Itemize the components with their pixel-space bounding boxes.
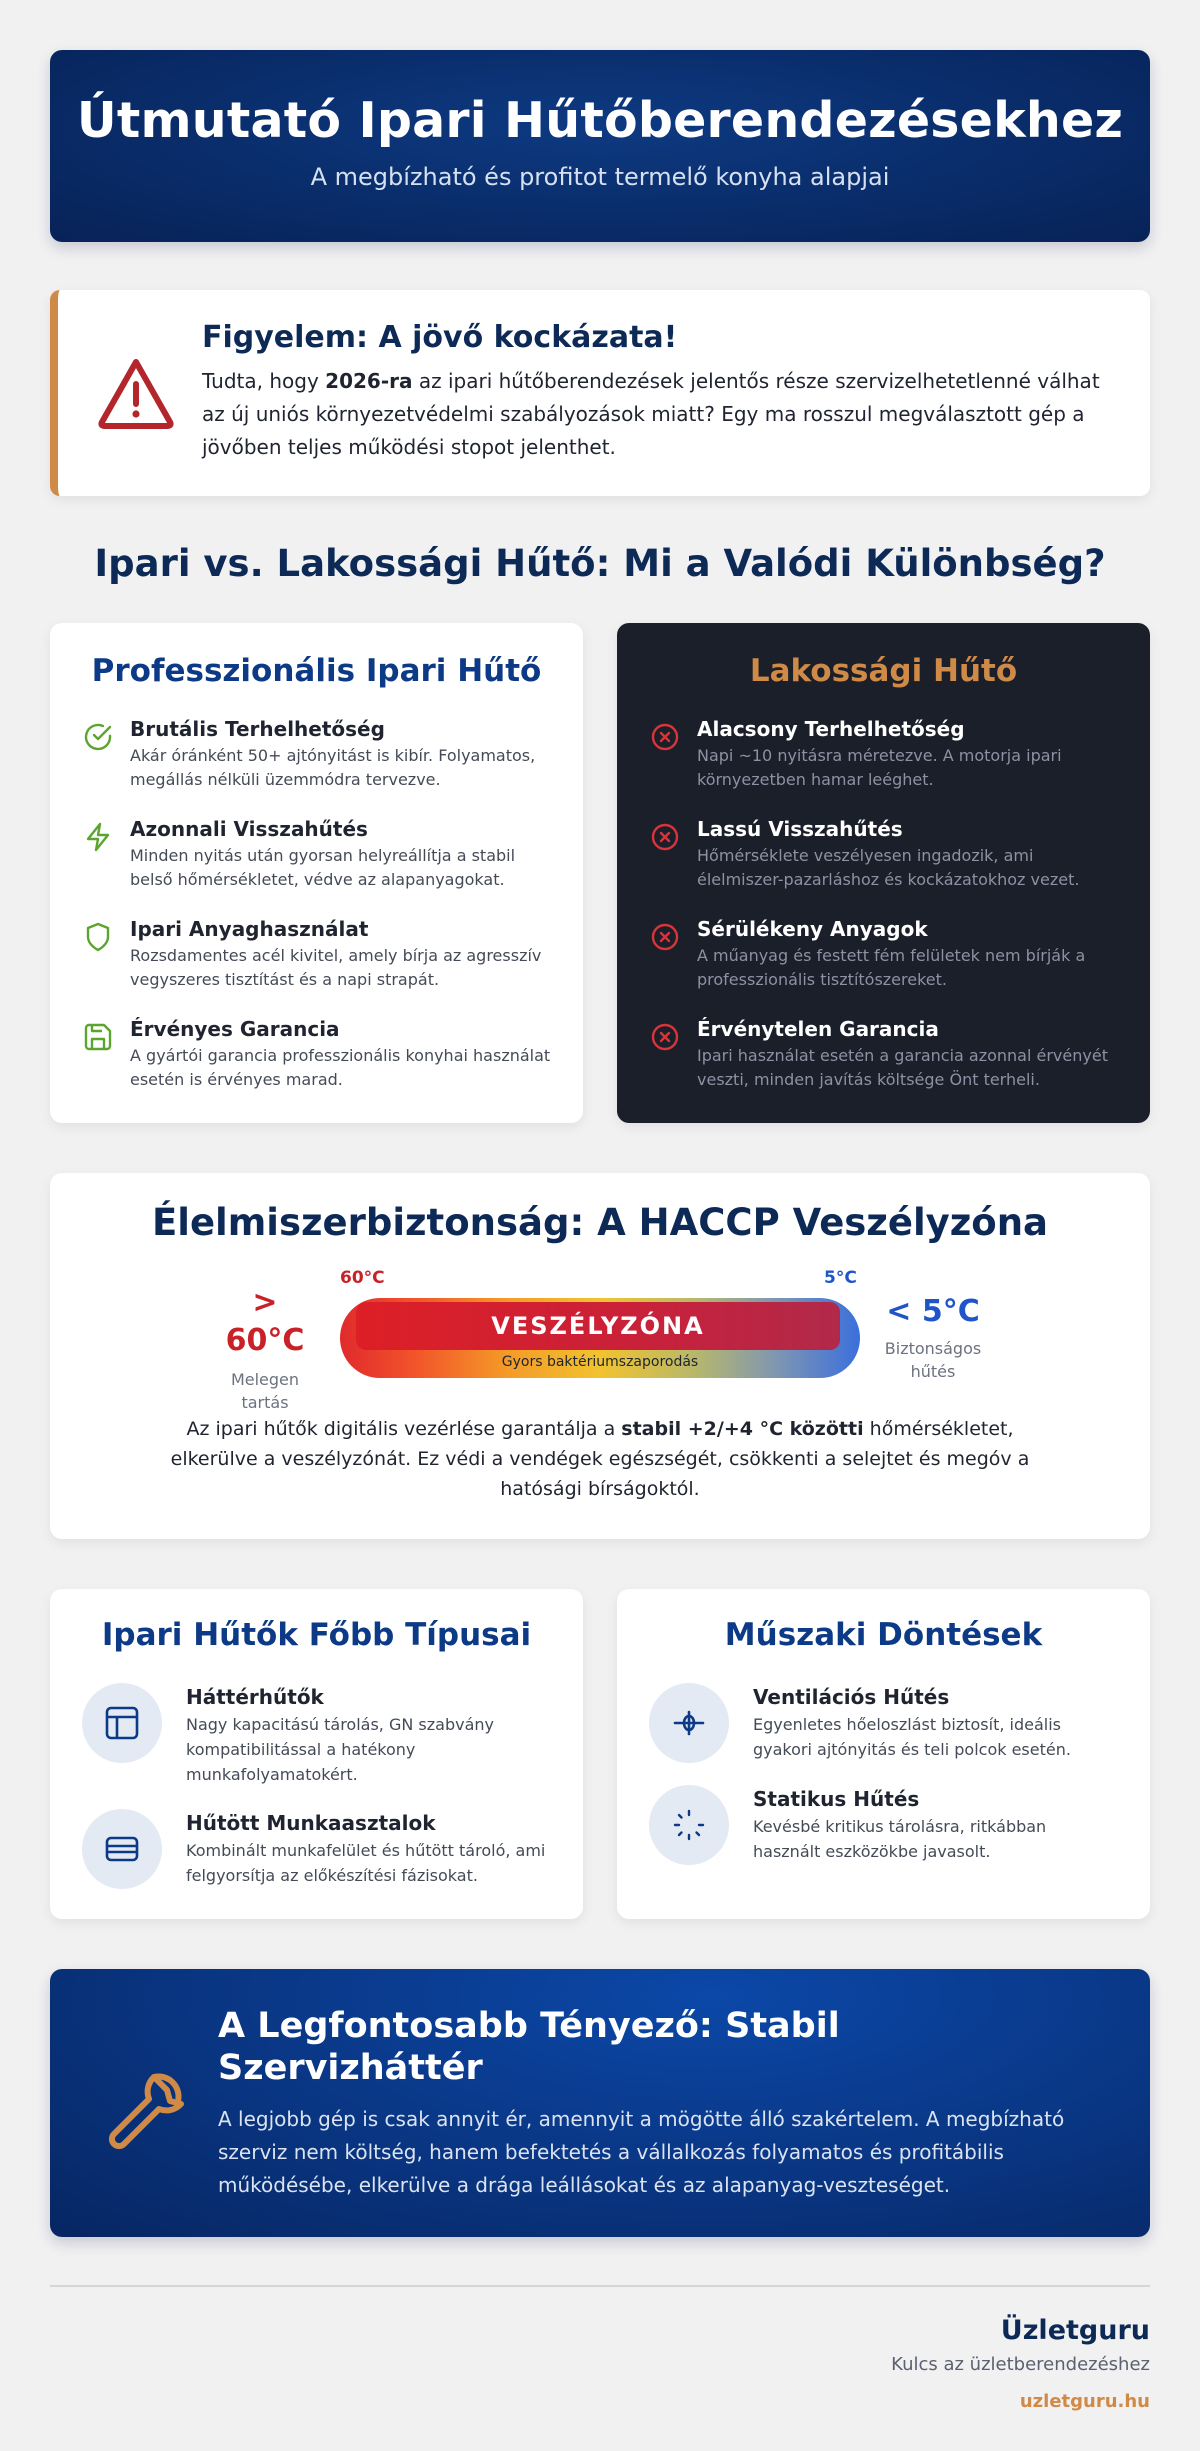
website-link[interactable]: uzletguru.hu [1019, 2391, 1150, 2412]
support-text: A legjobb gép is csak annyit ér, amennyit a mögötte álló szakértelem. A megbízható szerviz nem költség, hanem befektetés a vállalkozás folyamatos és profitábilis működésébe, elkerülve a drága leállásokat és az alapanyag-veszteséget. [218, 2107, 1065, 2197]
page-subtitle: A megbízható és profitot termelő konyha alapjai [310, 163, 890, 191]
warning-triangle-icon [96, 356, 176, 430]
home-card-title: Lakossági Hűtő [749, 653, 1018, 689]
type-item: Háttérhűtők Nagy kapacitású tárolás, GN szabvány kompatibilitással a hatékony munkafolyamatokért. [82, 1683, 551, 1787]
brand-name: Üzletguru [1000, 2315, 1150, 2346]
shield-icon [82, 921, 114, 953]
support-title: A Legfontosabb Tényező: Stabil Szervizháttér [218, 2006, 840, 2088]
loader-icon [669, 1805, 709, 1845]
fan-icon [669, 1703, 709, 1743]
decision-item: Statikus Hűtés Kevésbé kritikus tárolásra, ritkábban használt eszközökbe javasolt. [649, 1785, 1118, 1865]
pro-fridge-card [50, 623, 583, 1123]
pro-card-title: Professzionális Ipari Hűtő [91, 653, 542, 689]
danger-zone-label: VESZÉLYZÓNA [356, 1302, 840, 1350]
comparison-title: Ipari vs. Lakossági Hűtő: Mi a Valódi Különbség? [94, 542, 1106, 585]
decisions-title: Műszaki Döntések [724, 1617, 1043, 1653]
x-circle-icon [649, 821, 681, 853]
service-support-banner [50, 1969, 1150, 2237]
danger-zone-gauge [50, 1260, 1150, 1410]
comparison-cards [50, 623, 1150, 1123]
home-feature: Érvénytelen Garancia Ipari használat esetén a garancia azonnal érvényét veszti, minden javítás költsége Önt terheli. [649, 1017, 1118, 1092]
wrench-icon [96, 2057, 192, 2153]
home-feature: Sérülékeny Anyagok A műanyag és festett fém felületek nem bírják a professzionális tisztítószereket. [649, 917, 1118, 992]
warning-text: Tudta, hogy 2026-ra az ipari hűtőberendezések jelentős része szervizelhetetlenné válhat az új uniós környezetvédelmi szabályozások miatt? Egy ma rosszul megválasztott gép a jövőben teljes működési stopot jelenthet. [202, 369, 1100, 459]
safe-cooling-label: < 5°C Biztonságos hűtés [884, 1294, 982, 1381]
layout-panel-icon [102, 1703, 142, 1743]
danger-zone-sublabel: Gyors baktériumszaporodás [501, 1354, 699, 1370]
haccp-text: Az ipari hűtők digitális vezérlése garantálja a stabil +2/+4 °C közötti hőmérsékletet, elkerülve a veszélyzónát. Ez védi a vendégek egészségét, csökkenti a selejtet és megóv a hatósági bírságoktól. [170, 1418, 1030, 1500]
warning-title: Figyelem: A jövő kockázata! [202, 320, 678, 355]
warning-box [50, 290, 1150, 496]
bar-hot-limit: 60°C [340, 1268, 385, 1288]
pro-feature: Azonnali Visszahűtés Minden nyitás után gyorsan helyreállítja a stabil belső hőmérsékletet, védve az alapanyagokat. [82, 817, 551, 892]
pro-feature: Brutális Terhelhetőség Akár óránként 50+ ajtónyitást is kibír. Folyamatos, megállás nélküli üzemmódra tervezve. [82, 717, 551, 792]
hero-banner [50, 50, 1150, 242]
x-circle-icon [649, 921, 681, 953]
haccp-section [50, 1173, 1150, 1539]
types-title: Ipari Hűtők Főbb Típusai [101, 1617, 532, 1653]
x-circle-icon [649, 721, 681, 753]
haccp-title: Élelmiszerbiztonság: A HACCP Veszélyzóna [151, 1201, 1049, 1244]
types-card [50, 1589, 583, 1919]
type-item: Hűtött Munkaasztalok Kombinált munkafelület és hűtött tároló, ami felgyorsítja az előkészítési fázisokat. [82, 1809, 551, 1889]
types-and-decisions [50, 1589, 1150, 1919]
home-feature: Alacsony Terhelhetőség Napi ~10 nyitásra méretezve. A motorja ipari környezetben hamar leéghet. [649, 717, 1118, 792]
brand-tagline: Kulcs az üzletberendezéshez [891, 2354, 1150, 2375]
page-title: Útmutató Ipari Hűtőberendezésekhez [76, 92, 1124, 149]
pro-feature: Érvényes Garancia A gyártói garancia professzionális konyhai használat esetén is érvényes marad. [82, 1017, 551, 1092]
hot-holding-label: > 60°C Melegen tartás [225, 1285, 305, 1412]
pro-feature: Ipari Anyaghasználat Rozsdamentes acél kivitel, amely bírja az agresszív vegyszeres tisztítást és a napi strapát. [82, 917, 551, 992]
lightning-icon [82, 821, 114, 853]
temperature-gradient-bar [340, 1298, 860, 1378]
decisions-card [617, 1589, 1150, 1919]
counter-drawer-icon [102, 1829, 142, 1869]
bar-cold-limit: 5°C [824, 1268, 857, 1288]
footer [50, 2315, 1150, 2412]
save-disk-icon [82, 1021, 114, 1053]
x-circle-icon [649, 1021, 681, 1053]
check-circle-icon [82, 721, 114, 753]
home-fridge-card [617, 623, 1150, 1123]
footer-divider [50, 2285, 1150, 2287]
home-feature: Lassú Visszahűtés Hőmérséklete veszélyesen ingadozik, ami élelmiszer-pazarláshoz és kockázatokhoz vezet. [649, 817, 1118, 892]
decision-item: Ventilációs Hűtés Egyenletes hőeloszlást biztosít, ideális gyakori ajtónyitás és teli polcok esetén. [649, 1683, 1118, 1763]
